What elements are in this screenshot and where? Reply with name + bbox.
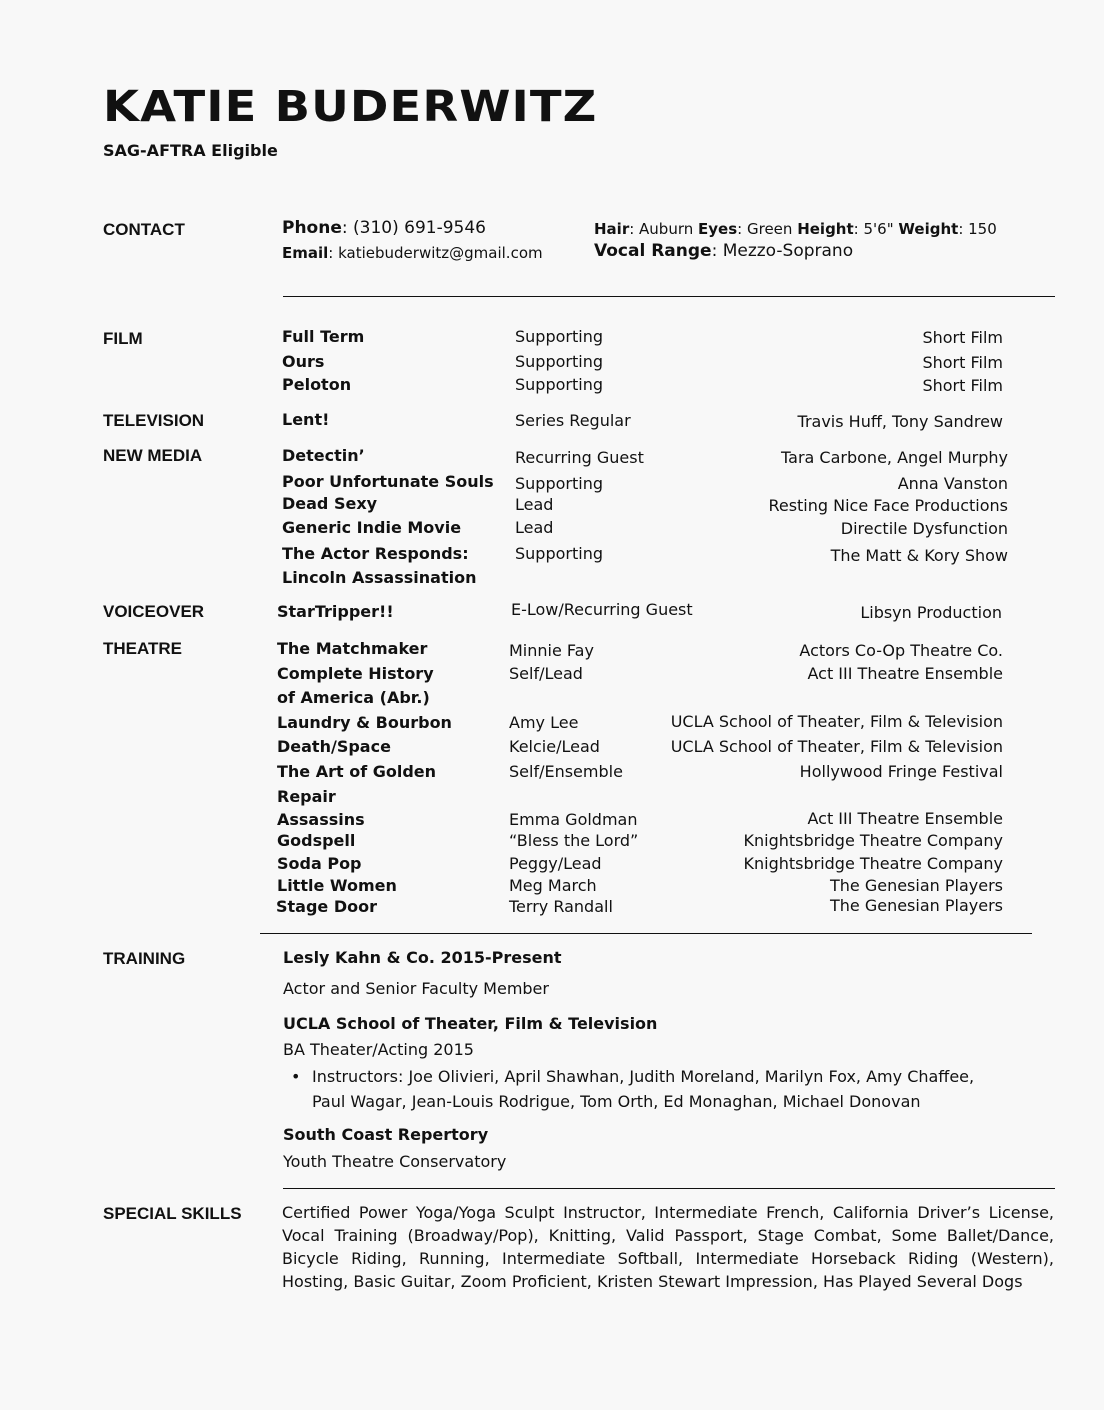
union-status: SAG-AFTRA Eligible — [103, 141, 278, 160]
film-role: Supporting — [515, 352, 603, 371]
new-media-credit: Resting Nice Face Productions — [768, 496, 1008, 515]
theatre-title: of America (Abr.) — [277, 688, 430, 707]
hair-value: : Auburn — [629, 220, 694, 238]
theatre-heading: THEATRE — [103, 639, 183, 658]
film-role: Supporting — [515, 375, 603, 394]
phone-label: Phone — [282, 218, 342, 238]
theatre-role: Emma Goldman — [509, 810, 638, 829]
training-ucla-desc: BA Theater/Acting 2015 — [283, 1040, 474, 1059]
theatre-credit: Act III Theatre Ensemble — [807, 664, 1003, 683]
theatre-title: The Art of Golden — [277, 762, 437, 781]
training-ucla-title: UCLA School of Theater, Film & Television — [283, 1014, 658, 1033]
theatre-title: The Matchmaker — [277, 639, 428, 658]
theatre-title: Death/Space — [277, 737, 391, 756]
theatre-credit: The Genesian Players — [829, 876, 1003, 895]
theatre-role: Self/Lead — [509, 664, 583, 683]
weight-label: Weight — [898, 220, 959, 238]
theatre-role: Self/Ensemble — [509, 762, 623, 781]
new-media-title: Lincoln Assassination — [282, 568, 477, 587]
film-heading: FILM — [103, 329, 143, 348]
new-media-heading: NEW MEDIA — [103, 446, 203, 465]
voiceover-role: E-Low/Recurring Guest — [511, 600, 693, 619]
theatre-title: Assassins — [277, 810, 365, 829]
email-line — [282, 244, 543, 262]
new-media-credit: The Matt & Kory Show — [830, 546, 1008, 565]
new-media-role: Lead — [515, 518, 554, 537]
film-title: Peloton — [282, 375, 352, 394]
theatre-title: Repair — [277, 787, 336, 806]
theatre-credit: Knightsbridge Theatre Company — [743, 854, 1003, 873]
new-media-role: Lead — [515, 495, 554, 514]
theatre-title: Godspell — [277, 831, 356, 850]
new-media-title: Detectin’ — [282, 446, 365, 465]
eyes-label: Eyes — [698, 220, 738, 238]
theatre-role: Amy Lee — [509, 713, 579, 732]
theatre-role: Peggy/Lead — [509, 854, 602, 873]
new-media-credit: Directile Dysfunction — [840, 519, 1008, 538]
training-lesly-title: Lesly Kahn & Co. 2015-Present — [283, 948, 562, 967]
height-value: : 5'6" — [853, 220, 894, 238]
new-media-title: Poor Unfortunate Souls — [282, 472, 494, 491]
height-label: Height — [797, 220, 854, 238]
voiceover-title: StarTripper!! — [277, 602, 394, 621]
vocal-value: : Mezzo-Soprano — [711, 241, 854, 261]
instructors-line-2: Paul Wagar, Jean-Louis Rodrigue, Tom Orth, Ed Monaghan, Michael Donovan — [312, 1092, 921, 1111]
film-credit: Short Film — [922, 353, 1003, 372]
new-media-role: Supporting — [515, 474, 603, 493]
theatre-credit: UCLA School of Theater, Film & Television — [670, 712, 1003, 731]
voiceover-heading: VOICEOVER — [103, 602, 205, 621]
physical-stats — [594, 220, 997, 238]
television-title: Lent! — [282, 410, 330, 429]
new-media-title: Dead Sexy — [282, 494, 378, 513]
theatre-title: Laundry & Bourbon — [277, 713, 452, 732]
contact-divider — [283, 296, 1055, 297]
email-value: : katiebuderwitz@gmail.com — [328, 244, 543, 262]
voiceover-credit: Libsyn Production — [860, 603, 1002, 622]
vocal-range-line — [594, 241, 853, 261]
theatre-title: Stage Door — [276, 897, 377, 916]
theatre-role: “Bless the Lord” — [509, 831, 639, 850]
television-role: Series Regular — [515, 411, 631, 430]
hair-label: Hair — [594, 220, 630, 238]
training-heading: TRAINING — [103, 949, 186, 968]
television-credit: Travis Huff, Tony Sandrew — [797, 412, 1003, 431]
theatre-credit: UCLA School of Theater, Film & Television — [670, 737, 1003, 756]
contact-heading: CONTACT — [103, 220, 185, 239]
resume-name: KATIE BUDERWITZ — [103, 82, 598, 132]
special-skills-text: Certified Power Yoga/Yoga Sculpt Instructor, Intermediate French, California Driver’s License, Vocal Training (Broadway/Pop), Knitting, Valid Passport, Stage Combat, Some Ballet/Dance, Bicycle Riding, Running, Intermediate Softball, Intermediate Horseback Riding (Western), Hosting, Basic Guitar, Zoom Proficient, Kristen Stewart Impression, Has Played Several Dogs — [282, 1203, 1054, 1291]
special-skills-heading: SPECIAL SKILLS — [103, 1204, 242, 1223]
theatre-title: Complete History — [277, 664, 434, 683]
new-media-title: Generic Indie Movie — [282, 518, 462, 537]
vocal-label: Vocal Range — [594, 241, 712, 261]
instructors-line-1: Instructors: Joe Olivieri, April Shawhan, Judith Moreland, Marilyn Fox, Amy Chaffee, — [312, 1067, 975, 1086]
theatre-divider — [260, 933, 1032, 934]
training-lesly-desc: Actor and Senior Faculty Member — [283, 979, 549, 998]
training-scr-title: South Coast Repertory — [283, 1125, 489, 1144]
theatre-role: Minnie Fay — [509, 641, 594, 660]
theatre-role: Terry Randall — [509, 897, 613, 916]
film-title: Ours — [282, 352, 325, 371]
training-scr-desc: Youth Theatre Conservatory — [283, 1152, 507, 1171]
film-credit: Short Film — [922, 376, 1003, 395]
theatre-credit: Act III Theatre Ensemble — [807, 809, 1003, 828]
theatre-credit: Knightsbridge Theatre Company — [743, 831, 1003, 850]
film-title: Full Term — [282, 327, 365, 346]
theatre-role: Kelcie/Lead — [509, 737, 600, 756]
new-media-title: The Actor Responds: — [282, 544, 469, 563]
weight-value: : 150 — [958, 220, 997, 238]
new-media-role: Supporting — [515, 544, 603, 563]
film-credit: Short Film — [922, 328, 1003, 347]
theatre-role: Meg March — [509, 876, 597, 895]
email-label: Email — [282, 244, 329, 262]
television-heading: TELEVISION — [103, 411, 205, 430]
theatre-credit: Hollywood Fringe Festival — [799, 762, 1003, 781]
theatre-credit: Actors Co-Op Theatre Co. — [799, 641, 1003, 660]
theatre-credit: The Genesian Players — [829, 896, 1003, 915]
film-role: Supporting — [515, 327, 603, 346]
new-media-credit: Anna Vanston — [897, 474, 1008, 493]
phone-line — [282, 218, 486, 238]
new-media-credit: Tara Carbone, Angel Murphy — [781, 448, 1008, 467]
new-media-role: Recurring Guest — [515, 448, 644, 467]
theatre-title: Soda Pop — [277, 854, 362, 873]
training-divider — [283, 1188, 1055, 1189]
phone-value: : (310) 691-9546 — [341, 218, 486, 238]
theatre-title: Little Women — [277, 876, 397, 895]
eyes-value: : Green — [737, 220, 793, 238]
instructors-bullet: • — [291, 1067, 301, 1086]
